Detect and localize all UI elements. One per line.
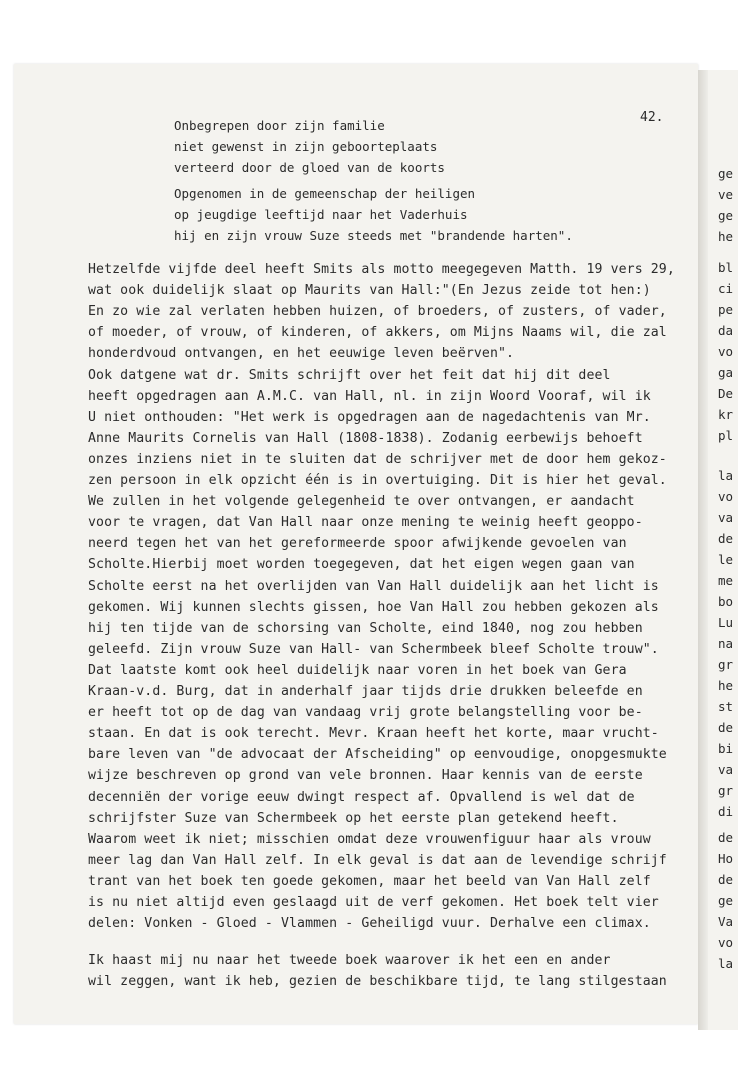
facing-page-fragment: vo [718, 489, 734, 504]
text-line: of moeder, of vrouw, of kinderen, of akkers, om Mijns Naams wil, die zal [88, 325, 667, 341]
text-line: bare leven van "de advocaat der Afscheiding" op eenvoudige, onopgesmukte [88, 747, 667, 763]
facing-page-fragment: de [718, 720, 734, 735]
facing-page-fragment: de [718, 830, 734, 845]
poem-line: Opgenomen in de gemeenschap der heiligen [174, 186, 476, 201]
text-line: wat ook duidelijk slaat op Maurits van Hall:"(En Jezus zeide tot hen:) [88, 283, 651, 299]
text-line: Ik haast mij nu naar het tweede boek waarover ik het een en ander [88, 953, 611, 969]
facing-page-fragment: de [718, 531, 734, 546]
facing-page-fragment: vo [718, 344, 734, 359]
text-line: trant van het boek ten goede gekomen, maar het beeld van Van Hall zelf [88, 873, 651, 889]
facing-page-fragment: Lu [718, 615, 734, 630]
text-line: U niet onthouden: "Het werk is opgedragen aan de nagedachtenis van Mr. [88, 409, 651, 425]
text-line: wijze beschreven op grond van vele bronnen. Haar kennis van de eerste [88, 768, 643, 784]
facing-page-fragment: ve [718, 187, 734, 202]
facing-page-fragment: la [718, 956, 734, 971]
facing-page-fragment: kr [718, 407, 734, 422]
text-line: decenniën der vorige eeuw dwingt respect af. Opvallend is wel dat de [88, 789, 635, 805]
text-line: voor te vragen, dat Van Hall naar onze mening te weinig heeft geoppo- [88, 515, 643, 531]
text-line: En zo wie zal verlaten hebben huizen, of broeders, of zusters, of vader, [88, 304, 667, 320]
facing-page-fragment: ga [718, 365, 734, 380]
text-line: Scholte eerst na het overlijden van Van Hall duidelijk aan het licht is [88, 578, 659, 594]
text-line: is nu niet altijd even geslaagd uit de verf gekomen. Het boek telt vier [88, 895, 659, 910]
poem-line: op jeugdige leeftijd naar het Vaderhuis [174, 207, 468, 222]
facing-page-fragment: de [718, 872, 734, 887]
text-line: meer lag dan Van Hall zelf. In elk geval is dat aan de levendige schrijf [88, 852, 667, 868]
facing-page-fragment: ge [718, 893, 734, 908]
text-line: delen: Vonken - Gloed - Vlammen - Geheiligd vuur. Derhalve een climax. [88, 916, 651, 932]
text-line: onzes inziens niet in te sluiten dat de schrijver met de door hem gekoz- [88, 451, 667, 467]
facing-page-fragment: ge [718, 166, 734, 181]
poem-line: verteerd door de gloed van de koorts [174, 160, 445, 175]
facing-page-fragment: le [718, 552, 734, 567]
facing-page-fragment: vo [718, 935, 734, 950]
facing-page-fragment: ge [718, 208, 734, 223]
text-line: gekomen. Wij kunnen slechts gissen, hoe Van Hall zou hebben gekozen als [88, 599, 659, 615]
text-line: Anne Maurits Cornelis van Hall (1808-1838). Zodanig eerbewijs behoeft [88, 430, 643, 446]
text-line: honderdvoud ontvangen, en het eeuwige leven beërven". [88, 346, 515, 362]
facing-page-fragment: va [718, 762, 734, 777]
text-line: geleefd. Zijn vrouw Suze van Hall- van Schermbeek bleef Scholte trouw". [88, 641, 659, 657]
text-line: Dat laatste komt ook heel duidelijk naar voren in het boek van Gera [88, 662, 627, 678]
facing-page-fragment: ci [718, 281, 734, 296]
facing-page-fragment: Va [718, 914, 734, 929]
facing-page-fragment: gr [718, 657, 734, 672]
facing-page-fragment: bl [718, 260, 734, 275]
text-line: Scholte.Hierbij moet worden toegegeven, dat het eigen wegen gaan van [88, 557, 635, 573]
text-line: neerd tegen het van het gereformeerde spoor afwijkende gevoelen van [88, 536, 627, 552]
text-line: Kraan-v.d. Burg, dat in anderhalf jaar tijds drie drukken beleefde en [88, 684, 643, 699]
facing-page-fragment: pe [718, 302, 734, 317]
facing-page-fragment: st [718, 699, 734, 714]
text-line: heeft opgedragen aan A.M.C. van Hall, nl. in zijn Woord Vooraf, wil ik [88, 388, 651, 404]
facing-page-fragment: pl [718, 428, 734, 443]
facing-page-fragment: na [718, 636, 734, 651]
facing-page-fragment: Ho [718, 851, 734, 866]
facing-page-fragment: he [718, 229, 734, 244]
text-line: staan. En dat is ook terecht. Mevr. Kraan heeft het korte, maar vrucht- [88, 726, 659, 742]
text-line: Waarom weet ik niet; misschien omdat deze vrouwenfiguur haar als vrouw [88, 831, 651, 847]
text-line: schrijfster Suze van Schermbeek op het eerste plan getekend heeft. [88, 810, 619, 826]
text-line: hij ten tijde van de schorsing van Scholte, eind 1840, nog zou hebben [88, 620, 643, 636]
text-line: zen persoon in elk opzicht één is in overtuiging. Dit is hier het geval. [88, 473, 667, 488]
facing-page-fragment: De [718, 386, 734, 401]
text-line: Ook datgene wat dr. Smits schrijft over het feit dat hij dit deel [88, 367, 611, 383]
facing-page-fragment: he [718, 678, 734, 693]
facing-page-fragment: gr [718, 783, 734, 798]
text-line: er heeft tot op de dag van vandaag vrij grote belangstelling voor be- [88, 705, 643, 721]
text-line: We zullen in het volgende gelegenheid te over ontvangen, er aandacht [88, 494, 635, 510]
facing-page-fragment: va [718, 510, 734, 525]
book-gutter [698, 70, 708, 1030]
facing-page-fragment: bi [718, 741, 734, 756]
facing-page-fragment: bo [718, 594, 734, 609]
text-line: Hetzelfde vijfde deel heeft Smits als motto meegegeven Matth. 19 vers 29, [88, 262, 675, 277]
poem-line: Onbegrepen door zijn familie [174, 118, 385, 133]
facing-page-fragment: da [718, 323, 734, 338]
poem-line: niet gewenst in zijn geboorteplaats [174, 139, 438, 154]
text-line: wil zeggen, want ik heb, gezien de beschikbare tijd, te lang stilgestaan [88, 974, 667, 990]
facing-page-edge [708, 70, 738, 1030]
facing-page-fragment: di [718, 804, 734, 819]
page-number: 42. [640, 110, 664, 125]
facing-page-fragment: me [718, 573, 734, 588]
poem-line: hij en zijn vrouw Suze steeds met "brandende harten". [174, 228, 573, 243]
facing-page-fragment: la [718, 468, 734, 483]
